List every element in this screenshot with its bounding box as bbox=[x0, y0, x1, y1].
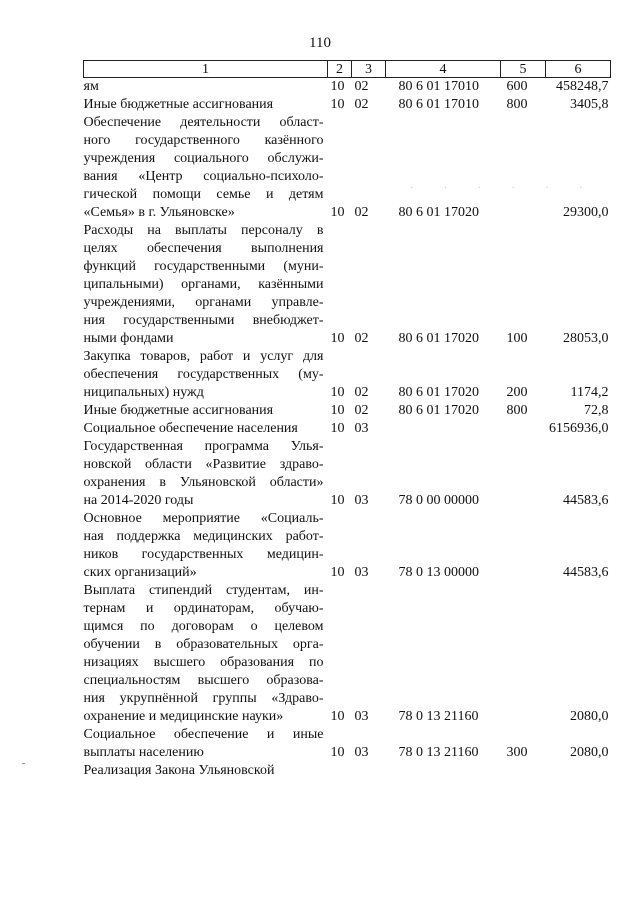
section-cell: 10 bbox=[330, 709, 345, 724]
item-name-line: Основное мероприятие «Социаль- bbox=[83, 511, 324, 526]
item-name-line: Закупка товаров, работ и услуг для bbox=[83, 349, 324, 364]
item-name-cell bbox=[84, 582, 328, 726]
section-cell: 10 bbox=[330, 97, 345, 112]
amount-cell: 1174,2 bbox=[570, 385, 609, 400]
item-name-line: Расходы на выплаты персоналу в bbox=[83, 223, 324, 238]
expense-kind-cell bbox=[501, 420, 546, 438]
item-name-cell bbox=[84, 348, 328, 402]
column-header-1: 1 bbox=[84, 61, 328, 78]
item-name-cell bbox=[84, 78, 328, 97]
target-code-cell: 80 6 01 17020 bbox=[398, 331, 479, 346]
item-name-line: новской области «Развитие здраво- bbox=[83, 457, 324, 472]
amount-cell: 29300,0 bbox=[563, 205, 609, 220]
item-name-line: ного государственного казённого bbox=[83, 133, 324, 148]
expense-kind-cell bbox=[501, 762, 546, 780]
subsection-cell: 02 bbox=[354, 79, 369, 94]
item-name-line: ников государственных медицин- bbox=[83, 547, 324, 562]
item-name-cell bbox=[84, 762, 328, 780]
table-header-row bbox=[84, 61, 611, 78]
section-cell: 10 bbox=[330, 493, 345, 508]
target-code-cell: 78 0 13 21160 bbox=[398, 709, 479, 724]
item-name-line: ния укрупнённой группы «Здраво- bbox=[83, 691, 324, 706]
expense-kind-cell: 600 bbox=[506, 79, 528, 94]
section-cell: 10 bbox=[330, 205, 345, 220]
column-header-6: 6 bbox=[546, 61, 611, 78]
item-name-line: «Семья» в г. Ульяновске» bbox=[83, 205, 235, 220]
item-name-line: охранения в Ульяновской области» bbox=[83, 475, 324, 490]
column-header-5: 5 bbox=[501, 61, 546, 78]
table-row bbox=[84, 402, 611, 420]
target-code-cell: 80 6 01 17010 bbox=[398, 79, 479, 94]
item-name-cell bbox=[84, 96, 328, 114]
section-cell: 10 bbox=[330, 385, 345, 400]
expense-kind-cell: 200 bbox=[506, 385, 528, 400]
subsection-cell: 03 bbox=[354, 421, 369, 436]
column-header-3: 3 bbox=[352, 61, 386, 78]
amount-cell: 44583,6 bbox=[563, 493, 609, 508]
table-row bbox=[84, 510, 611, 582]
budget-table bbox=[83, 60, 611, 780]
expense-kind-cell bbox=[501, 114, 546, 222]
expense-kind-cell bbox=[501, 438, 546, 510]
item-name-cell bbox=[84, 402, 328, 420]
amount-cell: 2080,0 bbox=[570, 709, 609, 724]
target-code-cell bbox=[386, 420, 501, 438]
table-row bbox=[84, 114, 611, 222]
item-name-cell bbox=[84, 510, 328, 582]
item-name-line: выплаты населению bbox=[83, 745, 204, 760]
expense-kind-cell bbox=[501, 510, 546, 582]
item-name-line: на 2014-2020 годы bbox=[83, 493, 194, 508]
item-name-line: специальностям высшего образова- bbox=[83, 673, 324, 688]
target-code-cell: 80 6 01 17020 bbox=[398, 205, 479, 220]
item-name-line: Иные бюджетные ассигнования bbox=[83, 97, 274, 112]
table-row bbox=[84, 78, 611, 97]
amount-cell: 72,8 bbox=[584, 403, 609, 418]
subsection-cell: 02 bbox=[354, 97, 369, 112]
item-name-cell bbox=[84, 222, 328, 348]
item-name-cell bbox=[84, 420, 328, 438]
table-row bbox=[84, 582, 611, 726]
section-cell: 10 bbox=[330, 403, 345, 418]
expense-kind-cell: 300 bbox=[506, 745, 528, 760]
amount-cell: 458248,7 bbox=[556, 79, 609, 94]
subsection-cell: 02 bbox=[354, 205, 369, 220]
section-cell bbox=[328, 762, 352, 780]
target-code-cell: 78 0 13 21160 bbox=[398, 745, 479, 760]
item-name-cell bbox=[84, 114, 328, 222]
expense-kind-cell: 800 bbox=[506, 403, 528, 418]
page-number: 110 bbox=[309, 35, 331, 51]
item-name-line: Социальное обеспечение населения bbox=[83, 421, 298, 436]
item-name-line: щимся по договорам о целевом bbox=[83, 619, 324, 634]
item-name-line: учреждениями, органами управле- bbox=[83, 295, 324, 310]
item-name-line: Реализация Закона Ульяновской bbox=[83, 763, 275, 778]
expense-kind-cell: 800 bbox=[506, 97, 528, 112]
item-name-line: целях обеспечения выполнения bbox=[83, 241, 324, 256]
item-name-line: Обеспечение деятельности област- bbox=[83, 115, 324, 130]
item-name-line: вания «Центр социально-психоло- bbox=[83, 169, 324, 184]
item-name-line: низациях высшего образования по bbox=[83, 655, 324, 670]
item-name-line: ная поддержка медицинских работ- bbox=[83, 529, 324, 544]
item-name-line: тернам и ординаторам, обучаю- bbox=[83, 601, 324, 616]
table-row bbox=[84, 438, 611, 510]
amount-cell: 3405,8 bbox=[570, 97, 609, 112]
table-row bbox=[84, 420, 611, 438]
target-code-cell: 80 6 01 17010 bbox=[398, 97, 479, 112]
item-name-line: ципальными) органами, казёнными bbox=[83, 277, 324, 292]
section-cell: 10 bbox=[330, 79, 345, 94]
amount-cell bbox=[546, 762, 611, 780]
target-code-cell: 78 0 13 00000 bbox=[398, 565, 479, 580]
table-row bbox=[84, 762, 611, 780]
subsection-cell: 03 bbox=[354, 565, 369, 580]
item-name-line: охранение и медицинские науки» bbox=[83, 709, 284, 724]
item-name-line: гической помощи семье и детям bbox=[83, 187, 324, 202]
table-row bbox=[84, 726, 611, 762]
item-name-line: Государственная программа Улья- bbox=[83, 439, 324, 454]
item-name-line: ских организаций» bbox=[83, 565, 197, 580]
item-name-line: обеспечения государственных (му- bbox=[83, 367, 324, 382]
subsection-cell: 03 bbox=[354, 493, 369, 508]
column-header-4: 4 bbox=[386, 61, 501, 78]
table-row bbox=[84, 96, 611, 114]
table-row bbox=[84, 222, 611, 348]
item-name-line: обучении в образовательных орга- bbox=[83, 637, 324, 652]
item-name-line: функций государственными (муни- bbox=[83, 259, 324, 274]
target-code-cell: 80 6 01 17020 bbox=[398, 403, 479, 418]
item-name-line: ными фондами bbox=[83, 331, 174, 346]
item-name-line: ния государственными внебюджет- bbox=[83, 313, 324, 328]
section-cell: 10 bbox=[330, 565, 345, 580]
expense-kind-cell: 100 bbox=[506, 331, 528, 346]
subsection-cell: 02 bbox=[354, 331, 369, 346]
target-code-cell: 78 0 00 00000 bbox=[398, 493, 479, 508]
subsection-cell: 02 bbox=[354, 385, 369, 400]
amount-cell: 44583,6 bbox=[563, 565, 609, 580]
scan-artifact: · · · · · · bbox=[410, 183, 597, 194]
target-code-cell: 80 6 01 17020 bbox=[398, 385, 479, 400]
subsection-cell: 03 bbox=[354, 745, 369, 760]
item-name-line: Социальное обеспечение и иные bbox=[83, 727, 324, 742]
subsection-cell: 03 bbox=[354, 709, 369, 724]
item-name-line: учреждения социального обслужи- bbox=[83, 151, 324, 166]
section-cell: 10 bbox=[330, 421, 345, 436]
subsection-cell: 02 bbox=[354, 403, 369, 418]
item-name-cell bbox=[84, 726, 328, 762]
target-code-cell bbox=[386, 762, 501, 780]
item-name-line: ниципальных) нужд bbox=[83, 385, 204, 400]
item-name-line: Иные бюджетные ассигнования bbox=[83, 403, 274, 418]
expense-kind-cell bbox=[501, 582, 546, 726]
section-cell: 10 bbox=[330, 331, 345, 346]
item-name-line: ям bbox=[83, 79, 99, 94]
scan-speck bbox=[22, 763, 25, 764]
item-name-cell bbox=[84, 438, 328, 510]
column-header-2: 2 bbox=[328, 61, 352, 78]
table-row bbox=[84, 348, 611, 402]
subsection-cell bbox=[352, 762, 386, 780]
amount-cell: 2080,0 bbox=[570, 745, 609, 760]
amount-cell: 6156936,0 bbox=[549, 421, 609, 436]
section-cell: 10 bbox=[330, 745, 345, 760]
amount-cell: 28053,0 bbox=[563, 331, 609, 346]
item-name-line: Выплата стипендий студентам, ин- bbox=[83, 583, 324, 598]
